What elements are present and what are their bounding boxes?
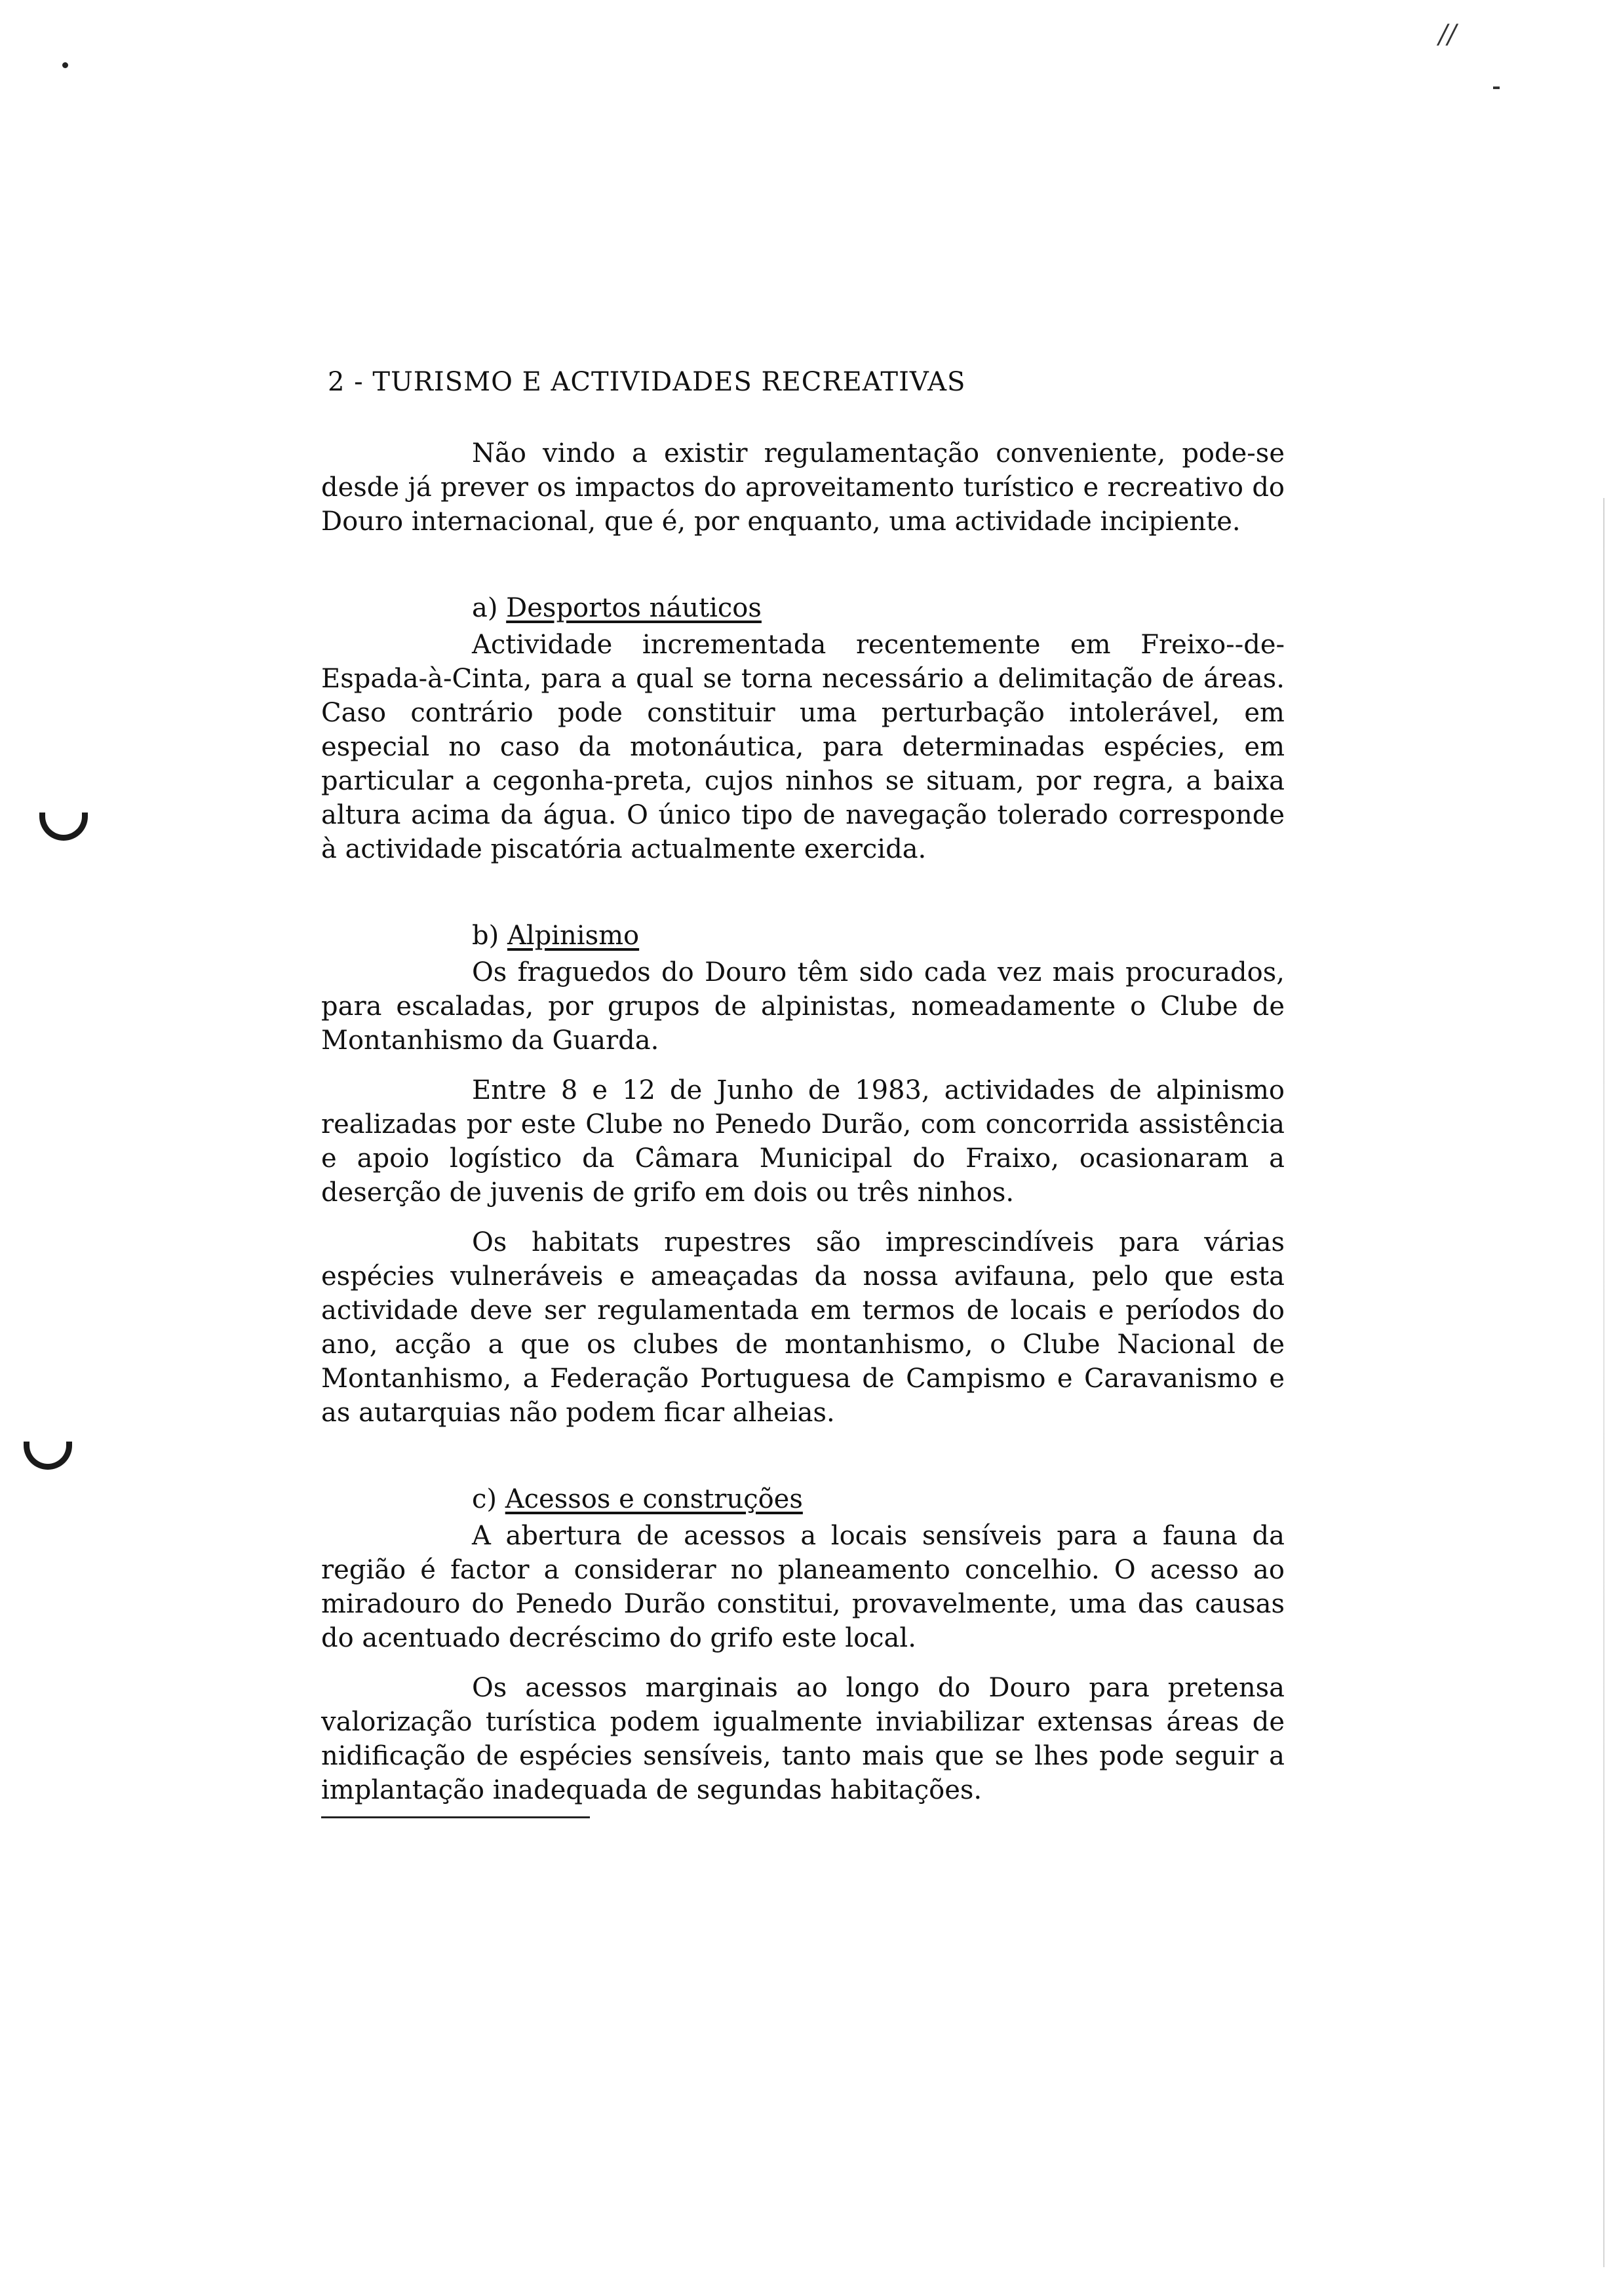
subsection-heading: [472, 591, 1285, 625]
body-paragraph: Actividade incrementada recentemente em Freixo--de-Espada-à-Cinta, para a qual se torna necessário a delimitação de áreas. Caso contrário pode constituir uma perturbação intolerável, em especial no caso da motonáutica, para determinadas espécies, em particular a cegonha-preta, cujos ninhos se situam, por regra, a baixa altura acima da água. O único tipo de navegação tolerado corresponde à actividade piscatória actualmente exercida.: [321, 630, 1285, 864]
subsection-mountaineering: [321, 919, 1285, 1430]
document-body: [321, 367, 1285, 1818]
page-edge-shadow: [1603, 498, 1605, 2267]
subsection-heading: [472, 1482, 1285, 1516]
subsection-heading: [472, 919, 1285, 953]
subsection-title: Acessos e construções: [505, 1484, 803, 1514]
subsection-title: Desportos náuticos: [506, 593, 762, 623]
punch-hole-mark: [24, 1442, 72, 1470]
body-paragraph: Entre 8 e 12 de Junho de 1983, actividades de alpinismo realizadas por este Clube no Penedo Durão, com concorrida assistência e apoio logístico da Câmara Municipal do Fraixo, ocasionaram a deserção de juvenis de grifo em dois ou três ninhos.: [321, 1075, 1285, 1208]
section-title: 2 - TURISMO E ACTIVIDADES RECREATIVAS: [328, 367, 966, 397]
subsection-access-construction: [321, 1482, 1285, 1818]
subsection-title: Alpinismo: [507, 921, 640, 951]
subsection-nautical-sports: [321, 591, 1285, 866]
body-paragraph: Os acessos marginais ao longo do Douro para pretensa valorização turística podem igualmente inviabilizar extensas áreas de nidificação de espécies sensíveis, tanto mais que se lhes pode seguir a implantação inadequada de segundas habitações.: [321, 1673, 1285, 1805]
body-paragraph: A abertura de acessos a locais sensíveis para a fauna da região é factor a considerar no planeamento concelhio. O acesso ao miradouro do Penedo Durão constitui, provavelmente, uma das causas do acentuado decréscimo do grifo este local.: [321, 1521, 1285, 1653]
page-number: //: [1439, 20, 1456, 50]
closing-rule: [321, 1816, 590, 1818]
subsection-marker: c): [472, 1484, 497, 1514]
scan-mark: [1493, 86, 1500, 89]
body-paragraph: Os habitats rupestres são imprescindíveis para várias espécies vulneráveis e ameaçadas da nossa avifauna, pelo que esta actividade deve ser regulamentada em termos de locais e períodos do ano, acção a que os clubes de montanhismo, o Clube Nacional de Montanhismo, a Federação Portuguesa de Campismo e Caravanismo e as autarquias não podem ficar alheias.: [321, 1227, 1285, 1428]
subsection-marker: b): [472, 921, 499, 951]
intro-paragraph: Não vindo a existir regulamentação conveniente, pode-se desde já prever os impactos do aproveitamento turístico e recreativo do Douro internacional, que é, por enquanto, uma actividade incipiente.: [321, 438, 1285, 537]
body-paragraph: Os fraguedos do Douro têm sido cada vez mais procurados, para escaladas, por grupos de alpinistas, nomeadamente o Clube de Montanhismo da Guarda.: [321, 957, 1285, 1056]
scan-speck: [62, 62, 68, 68]
punch-hole-mark: [39, 813, 88, 841]
subsection-marker: a): [472, 593, 498, 623]
